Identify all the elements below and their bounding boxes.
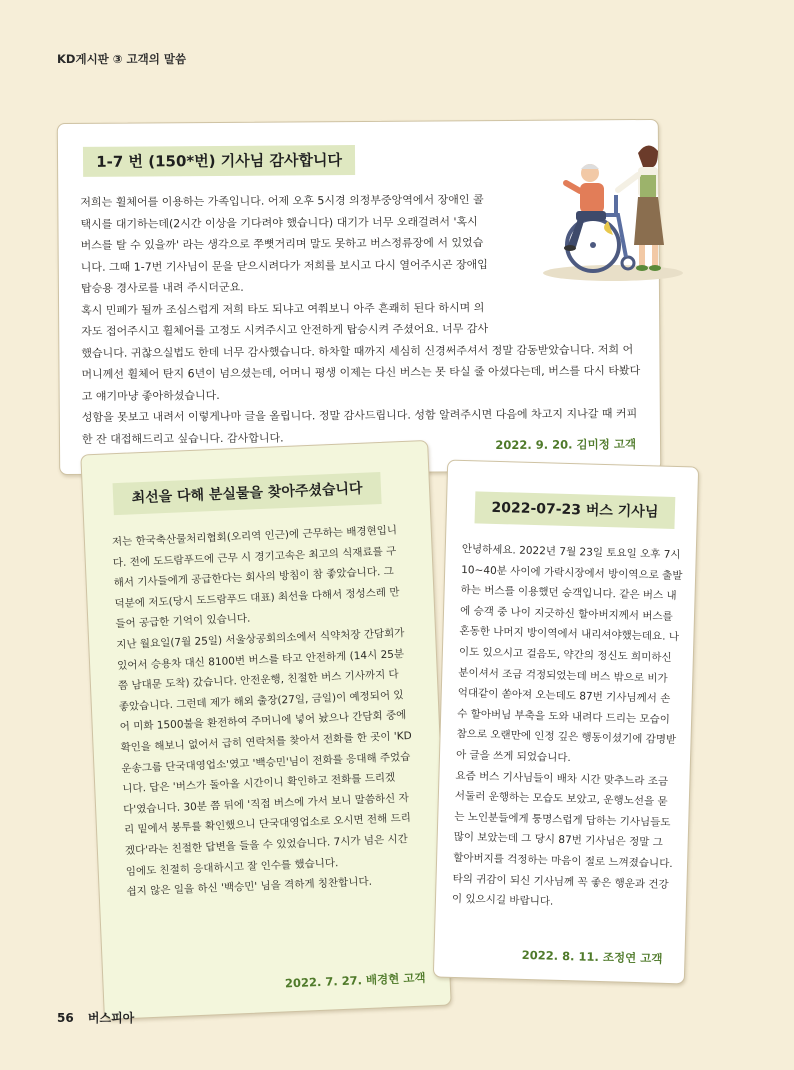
letter-paragraph: 저희는 휠체어를 이용하는 가족입니다. 어제 오후 5시경 의정부중앙역에서 장애인 콜택시를 대기하는데(2시간 이상을 기다려야 했습니다) 대기가 너무 오래걸려서 '혹시 버스를 탈 수 있을까' 라는 생각으로 쭈뼛거리며 말도 못하고 버스정류장에 서 있었습니다. 그때 1-7번 기사님이 문을 닫으시려다가 저희를 보시고 다시 열어주시곤 장애입 탑승용 경사로를 내려 주시더군요. (80, 193, 488, 295)
page-number: 56 (57, 1011, 74, 1025)
section-header: KD게시판 ③ 고객의 말씀 (57, 52, 187, 66)
letter-card-2 (80, 440, 451, 1020)
letter-title: 1-7 번 (150*번) 기사님 감사합니다 (83, 145, 355, 177)
letter-card-3 (433, 460, 699, 985)
letter-title: 최선을 다해 분실물을 찾아주셨습니다 (113, 472, 382, 515)
letter-paragraph: 안녕하세요. 2022년 7월 23일 토요일 오후 7시 10~40분 사이에 가락시장에서 방이역으로 출발하는 버스를 이용했던 승객입니다. 같은 버스 내에 승객 중 나이 지긋하신 할아버지께서 버스를 혼동한 나머지 방이역에서 내리셔야했는데요. 나이도 있으시고 걸음도, 약간의 정신도 희미하신 분이셔서 조금 걱정되었는데 버스 밖으로 비가 억대같이 쏟아져 오는데도 87번 기사님께서 손수 할아버님 부축을 도와 내려다 드리는 모습이 참으로 오랜만에 인정 깊은 행동이셨기에 감명받아 글을 쓰게 되었습니다. (455, 543, 683, 765)
letter-paragraph: 요즘 버스 기사님들이 배차 시간 맞추느라 조금 서둘러 운행하는 모습도 보았고, 운행노선을 묻는 노인분들에게 퉁명스럽게 답하는 기사님들도 많이 보았는데 그 당시 87번 기사님은 정말 그 할아버지를 걱정하는 마음이 절로 느껴졌습니다. 타의 귀감이 되신 기사님께 꼭 좋은 행운과 건강이 있으시길 바랍니다. (451, 769, 673, 908)
letter-signature: 2022. 8. 11. 조정연 고객 (521, 947, 663, 966)
letter-body (112, 520, 419, 903)
letter-paragraph: 저는 한국축산물처리협회(오리역 인근)에 근무하는 배경현입니다. 전에 도드람푸드에 근무 시 경기고속은 최고의 식재료를 구해서 기사들에게 공급한다는 회사의 방침이 참 좋았습니다. 그 덕분에 저도(당시 도드람푸드 대표) 최선을 다해서 정성스레 만들어 공급한 기억이 있습니다. (111, 524, 400, 631)
letter-title: 2022-07-23 버스 기사님 (475, 491, 676, 529)
letter-paragraph: 혹시 민폐가 될까 조심스럽게 저희 타도 되냐고 여쭤보니 아주 흔쾌히 된다 하시며 의자도 접어주시고 휠체어를 고정도 시켜주시고 안전하게 탑승시켜 주셨어요. 너무 감사했습니다. 귀찮으실법도 한데 너무 감사했습니다. 하차할 때까지 세심히 신경써주셔서 정말 감동받았습니다. 저희 어머니께선 휠체어 탄지 6년이 넘으셨는데, 어머니 평생 이제는 다신 버스는 못 타실 줄 아셨다는데, 버스를 다시 타봤다고 얘기마냥 좋아하셨습니다. (81, 300, 641, 403)
wheelchair-illustration (538, 135, 688, 285)
letter-signature: 2022. 9. 20. 김미정 고객 (495, 437, 637, 453)
magazine-name: 버스피아 (87, 1011, 135, 1025)
page-footer (57, 1009, 134, 1026)
letter-signature: 2022. 7. 27. 배경현 고객 (284, 970, 426, 991)
letter-paragraph: 쉽지 않은 일을 하신 '백승민' 님을 격하게 칭찬합니다. (126, 875, 373, 899)
letter-paragraph: 성함을 못보고 내려서 이렇게나마 글을 올립니다. 정말 감사드립니다. 성함 알려주시면 다음에 차고지 지나갈 때 커피 한 잔 대접해드리고 싶습니다. 감사합니다. (81, 407, 638, 446)
letter-body (452, 539, 684, 916)
letter-paragraph: 지난 월요일(7월 25일) 서울상공회의소에서 식약처장 간담회가 있어서 승용차 대신 8100번 버스를 타고 안전하게 (14시 25분 쯤 남대문 도착) 갔습니다. 안전운행, 친절한 버스 기사까지 다 좋았습니다. 그런데 제가 해외 출장(27일, 금일)이 예정되어 있어 미화 1500불을 환전하여 주머니에 넣어 놨으나 간담회 중에 확인을 해보니 없어서 급히 연락처를 찾아서 전화를 한 곳이 'KD운송그룹 단국대영업소'였고 '백승민'님이 전화를 응대해 주었습니다. 답은 '버스가 돌아올 시간이니 확인하고 전화를 드리겠다'였습니다. 30분 쯤 뒤에 '직접 버스에 가서 보니 말씀하신 자리 밑에서 봉투를 확인했으니 단국대영업소로 오시면 전해 드리겠다'라는 친절한 답변을 들을 수 있었습니다. 7시가 넘은 시간임에도 친절히 응대하시고 잘 인수를 했습니다. (116, 627, 412, 878)
